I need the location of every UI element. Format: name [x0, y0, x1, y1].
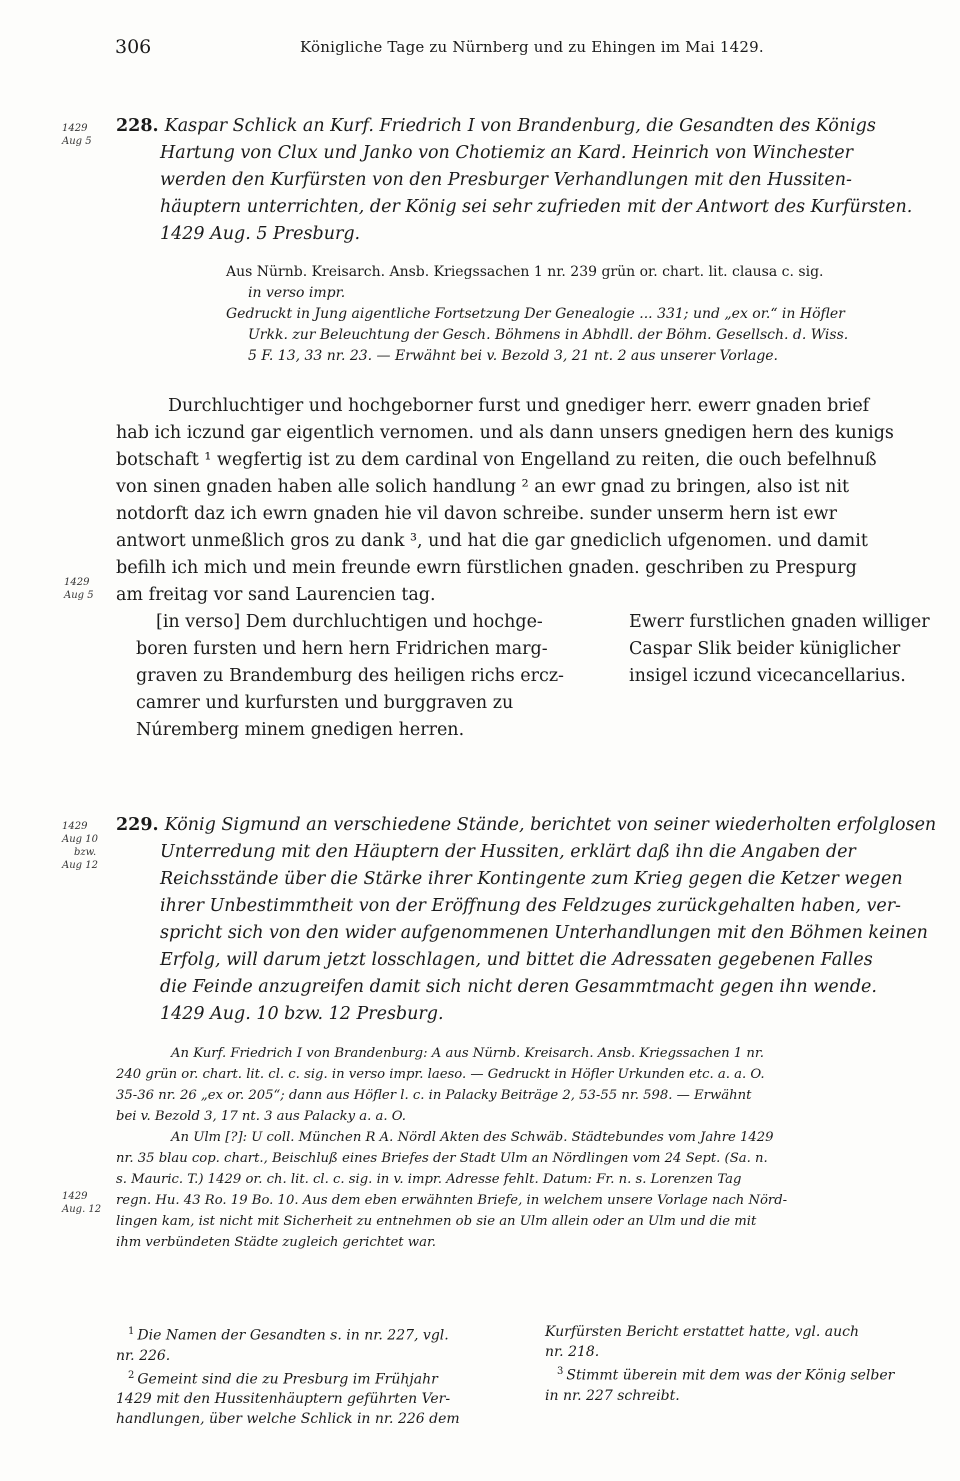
- signature-block: [629, 609, 930, 690]
- regest-line: 1429 Aug. 10 bzw. 12 Presburg.: [160, 1004, 444, 1024]
- margin-date-229: [62, 820, 98, 872]
- address-line: Núremberg minem gnedigen herren.: [136, 720, 465, 740]
- margin-date-day: Aug 5: [64, 590, 94, 601]
- source-line: in verso impr.: [248, 285, 346, 301]
- text-line: botschaft ¹ wegfertig ist zu dem cardinal von Engelland zu reiten, die ouch befelhnuß: [116, 450, 877, 470]
- footnote-text: Gemeint sind die zu Presburg im Frühjahr: [137, 1371, 438, 1388]
- text-line: Durchluchtiger und hochgeborner furst und gnediger herr. ewerr gnaden brief: [168, 396, 870, 416]
- source-note-229: [116, 1043, 787, 1253]
- page-number: 306: [115, 36, 152, 58]
- footnote-text: Stimmt überein mit dem was der König selber: [566, 1367, 895, 1384]
- address-line: [in verso] Dem durchluchtigen und hochge-: [156, 612, 543, 632]
- margin-date-day: Aug 5: [62, 136, 92, 147]
- source-line: Gedruckt in Jung aigentliche Fortsetzung Der Genealogie ... 331; und „ex or.“ in Höfler: [226, 306, 845, 322]
- footnotes-right: [545, 1322, 894, 1406]
- source-line: s. Mauric. T.) 1429 or. ch. lit. cl. c. sig. in v. impr. Adresse fehlt. Datum: Fr. n. s. Lorenzen Tag: [116, 1172, 742, 1187]
- source-line: 240 grün or. chart. lit. cl. c. sig. in verso impr. laeso. — Gedruckt in Höfler Urkunden etc. a. a. O.: [116, 1067, 765, 1082]
- text-line: antwort unmeßlich gros zu dank ³, und hat die gar gnediclich ufgenomen. und damit: [116, 531, 868, 551]
- source-line: nr. 35 blau cop. chart., Beischluß eines Briefes der Stadt Ulm an Nördlingen vom 24 Sept. (Sa. n.: [116, 1151, 768, 1166]
- signature-line: insigel iczund vicecancellarius.: [629, 666, 906, 686]
- regest-line: werden den Kurfürsten von den Presburger Verhandlungen mit den Hussiten-: [160, 170, 852, 190]
- source-line: bei v. Bezold 3, 17 nt. 3 aus Palacky a. a. O.: [116, 1109, 406, 1124]
- footnote-marker: 1: [128, 1326, 135, 1337]
- text-line: von sinen gnaden haben alle solich handlung ² an ewr gnad zu bringen, also ist nit: [116, 477, 850, 497]
- regest-line: Erfolg, will darum jetzt losschlagen, und bittet die Adressaten gegebenen Falles: [160, 950, 873, 970]
- regest-line: Reichsstände über die Stärke ihrer Kontingente zum Krieg gegen die Ketzer wegen: [160, 869, 903, 889]
- address-line: camrer und kurfursten und burggraven zu: [136, 693, 514, 713]
- regest-229: [116, 812, 952, 1028]
- signature-line: Ewerr furstlichen gnaden williger: [629, 612, 930, 632]
- source-line: 35-36 nr. 26 „ex or. 205“; dann aus Höfler l. c. in Palacky Beiträge 2, 53-55 nr. 598. — Erwähnt: [116, 1088, 752, 1103]
- margin-date-day: Aug 10: [62, 834, 98, 845]
- source-line: lingen kam, ist nicht mit Sicherheit zu entnehmen ob sie an Ulm allein oder an Ulm und die mit: [116, 1214, 757, 1229]
- page-header: [0, 36, 960, 60]
- margin-date-228-text: [64, 576, 94, 602]
- regest-line: spricht sich von den wider aufgenommenen Unterhandlungen mit den Böhmen keinen: [160, 923, 928, 943]
- source-line: Aus Nürnb. Kreisarch. Ansb. Kriegssachen 1 nr. 239 grün or. chart. lit. clausa c. sig.: [226, 264, 824, 280]
- margin-date-year: 1429: [64, 577, 90, 588]
- margin-date-year: 1429: [62, 123, 88, 134]
- regest-line: ihrer Unbestimmtheit von der Eröffnung des Feldzuges zurückgehalten haben, ver-: [160, 896, 901, 916]
- text-line: hab ich iczund gar eigentlich vernomen. und als dann unsers gnedigen hern des kunigs: [116, 423, 894, 443]
- footnote-text: 1429 mit den Hussitenhäuptern geführten Ver-: [116, 1391, 451, 1408]
- text-line: notdorft daz ich ewrn gnaden hie vil davon schreibe. sunder unserm hern ist ewr: [116, 504, 837, 524]
- source-line: ihm verbündeten Städte zugleich gerichtet war.: [116, 1235, 436, 1250]
- footnote-text: Die Namen der Gesandten s. in nr. 227, vgl.: [137, 1327, 449, 1344]
- footnote-text: handlungen, über welche Schlick in nr. 226 dem: [116, 1411, 460, 1428]
- regest-line: Unterredung mit den Häuptern der Hussiten, erklärt daß ihn die Angaben der: [160, 842, 856, 862]
- footnote-text: nr. 218.: [545, 1344, 600, 1360]
- footnote-marker: 2: [128, 1369, 135, 1381]
- signature-line: Caspar Slik beider küniglicher: [629, 639, 901, 659]
- document-number-229: 229.: [116, 815, 159, 835]
- margin-date-228: [62, 122, 92, 148]
- margin-date-229-source: [62, 1190, 101, 1216]
- text-line: am freitag vor sand Laurencien tag.: [116, 585, 436, 605]
- regest-line: Hartung von Clux und Janko von Chotiemiz an Kard. Heinrich von Winchester: [160, 143, 854, 163]
- margin-date-day: Aug 12: [62, 860, 98, 871]
- source-line: regn. Hu. 43 Ro. 19 Bo. 10. Aus dem eben erwähnten Briefe, in welchem unsere Vorlage nach Nörd-: [116, 1193, 788, 1208]
- margin-date-sep: bzw.: [74, 847, 97, 858]
- regest-line: die Feinde anzugreifen damit sich nicht deren Gesammtmacht gegen ihn wende.: [160, 977, 877, 997]
- regest-line: König Sigmund an verschiedene Stände, berichtet von seiner wiederholten erfolglosen: [164, 815, 937, 835]
- regest-line: Kaspar Schlick an Kurf. Friedrich I von Brandenburg, die Gesandten des Königs: [164, 116, 876, 136]
- address-line: boren fursten und hern hern Fridrichen marg-: [136, 639, 548, 659]
- footnotes-left: [116, 1322, 460, 1429]
- source-line: 5 F. 13, 33 nr. 23. — Erwähnt bei v. Bezold 3, 21 nt. 2 aus unserer Vorlage.: [248, 348, 779, 364]
- footnote-text: nr. 226.: [116, 1347, 171, 1364]
- regest-line: häuptern unterrichten, der König sei sehr zufrieden mit der Antwort des Kurfürsten.: [160, 197, 913, 217]
- source-line: An Kurf. Friedrich I von Brandenburg: A aus Nürnb. Kreisarch. Ansb. Kriegssachen 1 nr.: [171, 1046, 764, 1061]
- source-line: Urkk. zur Beleuchtung der Gesch. Böhmens in Abhdll. der Böhm. Gesellsch. d. Wiss.: [248, 327, 849, 343]
- text-line: befilh ich mich und mein freunde ewrn fürstlichen gnaden. geschriben zu Prespurg: [116, 558, 857, 578]
- margin-date-year: 1429: [62, 821, 88, 832]
- footnote-marker: 3: [557, 1366, 564, 1377]
- margin-date-year: 1429: [62, 1191, 88, 1202]
- footnote-text: Kurfürsten Bericht erstattet hatte, vgl. auch: [545, 1324, 860, 1340]
- regest-228: [116, 113, 952, 248]
- address-line: graven zu Brandemburg des heiligen richs ercz-: [136, 666, 564, 686]
- margin-date-day: Aug. 12: [62, 1204, 102, 1215]
- letter-text-228: [116, 393, 894, 609]
- address-verso: [136, 609, 564, 744]
- source-line: An Ulm [?]: U coll. München R A. Nördl Akten des Schwäb. Städtebundes vom Jahre 1429: [171, 1130, 774, 1145]
- footnote-text: in nr. 227 schreibt.: [545, 1387, 680, 1404]
- running-head: Königliche Tage zu Nürnberg und zu Ehingen im Mai 1429.: [300, 38, 764, 56]
- regest-line: 1429 Aug. 5 Presburg.: [160, 224, 361, 244]
- source-note-228: [226, 262, 848, 367]
- document-number-228: 228.: [116, 116, 159, 136]
